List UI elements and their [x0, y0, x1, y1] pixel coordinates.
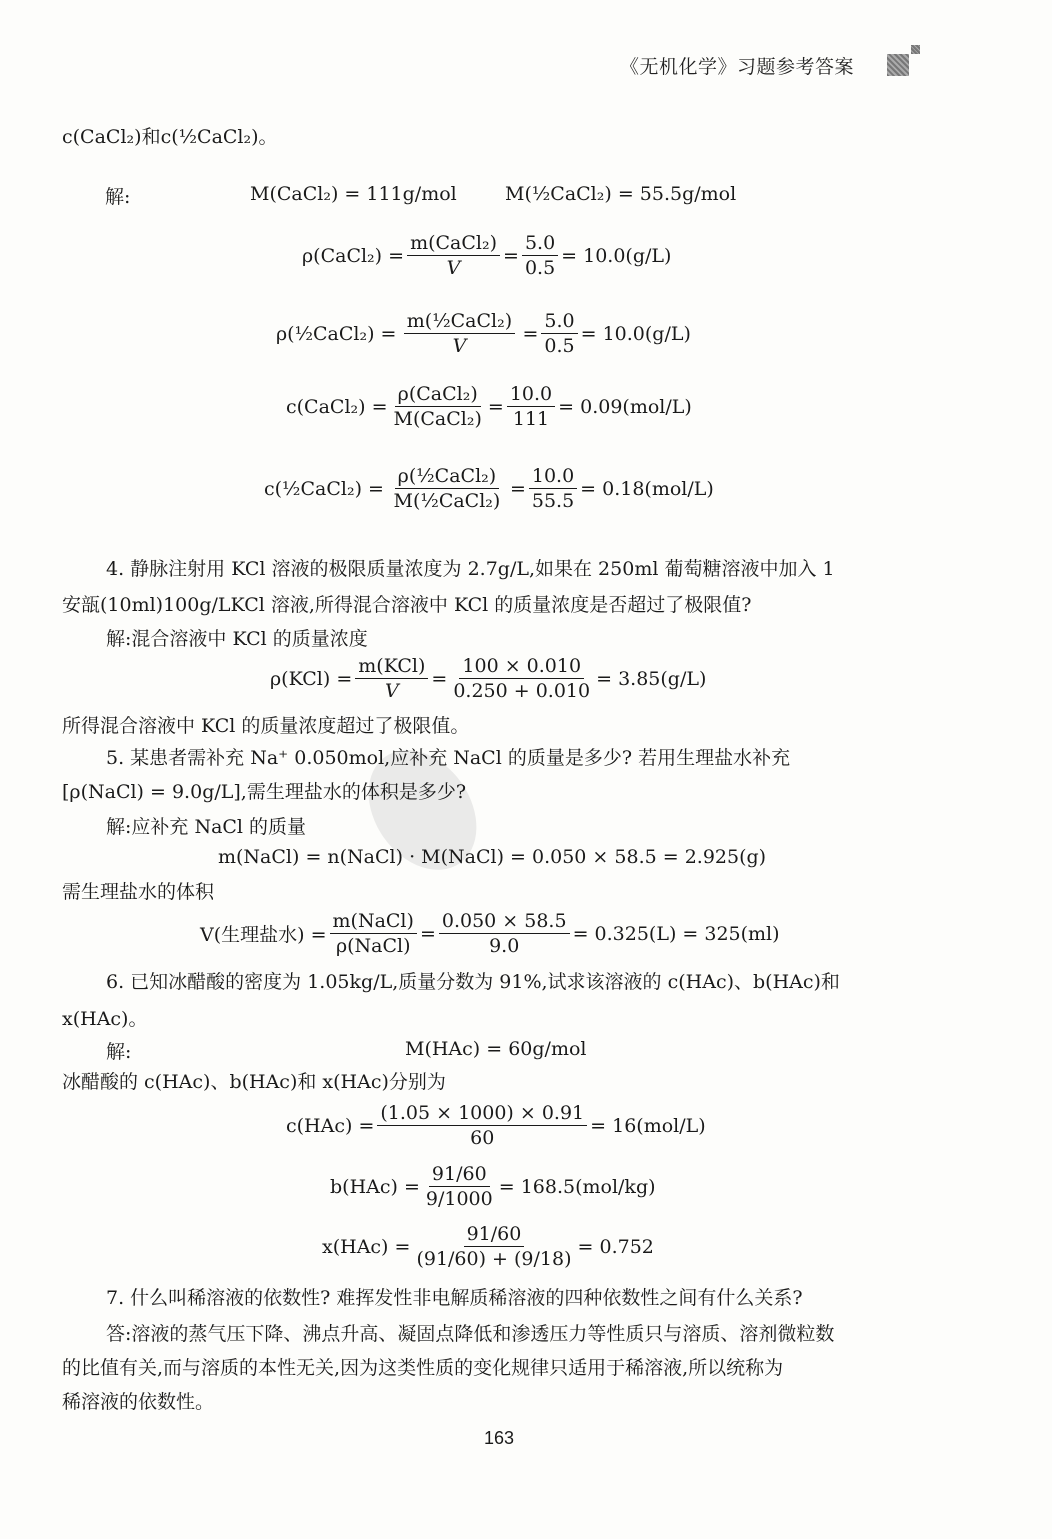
q3-solution-label: 解: — [105, 186, 131, 208]
eq-lhs: b(HAc) = — [330, 1175, 420, 1198]
q6-molar-mass: M(HAc) = 60g/mol — [405, 1038, 587, 1060]
fraction: $\frac{0.050 \times 58.5}{9.0}$ — [439, 910, 570, 957]
fraction: $\frac{5.0}{0.5}$ — [522, 232, 558, 279]
q6-equation-x — [322, 1223, 654, 1270]
q5-text-2: 需生理盐水的体积 — [62, 881, 215, 903]
fraction: $\frac{10.0}{55.5}$ — [529, 465, 577, 512]
q7-answer-line-1: 答:溶液的蒸气压下降、沸点升高、凝固点降低和渗透压力等性质只与溶质、溶剂微粒数 — [106, 1323, 835, 1345]
q6-question-line-2: x(HAc)。 — [62, 1008, 148, 1030]
q6-equation-c — [286, 1102, 706, 1149]
q5-equation-1: m(NaCl) = n(NaCl) · M(NaCl) = 0.050 × 58.5 = 2.925(g) — [218, 846, 767, 868]
q5-equation-2: V(生理盐水) = $\frac{\text{m(NaCl)}}{\text{ρ(NaCl)}}$ = $\frac{0.050 \times 58.5}{9.0}$ = 0.325(L) = 325(ml) — [200, 910, 780, 957]
fraction: $\frac{\text{m(KCl)}}{V}$ — [355, 655, 428, 702]
running-header: 《无机化学》习题参考答案 — [620, 56, 855, 78]
eq-result: = 0.18(mol/L) — [580, 477, 714, 500]
q3-equation-4: c(½CaCl₂) = $\frac{\text{ρ(½CaCl₂)}}{\text{M(½CaCl₂)}}$ = $\frac{10.0}{55.5}$ = 0.18(mol/L) — [264, 465, 714, 512]
q4-question-line-2: 安瓿(10ml)100g/LKCl 溶液,所得混合溶液中 KCl 的质量浓度是否超过了极限值? — [62, 594, 752, 616]
eq-result: = 10.0(g/L) — [580, 322, 691, 345]
q7-answer-line-3: 稀溶液的依数性。 — [62, 1391, 215, 1413]
q5-solution: 解:应补充 NaCl 的质量 — [106, 816, 307, 838]
q4-solution: 解:混合溶液中 KCl 的质量浓度 — [106, 628, 368, 650]
q4-equation: ρ(KCl) = $\frac{\text{m(KCl)}}{V}$ = $\frac{100 \times 0.010}{0.250 + 0.010}$ = 3.85(g/L) — [270, 655, 707, 702]
q3-molar-mass-1: M(CaCl₂) = 111g/mol — [250, 183, 457, 205]
q6-text-2: 冰醋酸的 c(HAc)、b(HAc)和 x(HAc)分别为 — [62, 1071, 446, 1093]
eq-result: = 3.85(g/L) — [596, 667, 707, 690]
eq-result: = 16(mol/L) — [590, 1114, 706, 1137]
eq-result: = 10.0(g/L) — [561, 244, 672, 267]
q7-answer-line-2: 的比值有关,而与溶质的本性无关,因为这类性质的变化规律只适用于稀溶液,所以统称为 — [62, 1357, 784, 1379]
fraction: $\frac{\text{m(½CaCl₂)}}{V}$ — [399, 310, 519, 357]
corner-square-small-icon — [911, 45, 920, 54]
eq-lhs: c(HAc) = — [286, 1114, 375, 1137]
eq-result: = 0.752 — [577, 1235, 654, 1258]
eq-lhs: ρ(CaCl₂) = — [302, 244, 405, 267]
eq-lhs: x(HAc) = — [322, 1235, 411, 1258]
eq-lhs: V(生理盐水) = — [200, 924, 327, 946]
q6-solution-label: 解: — [106, 1041, 132, 1063]
eq-lhs: c(CaCl₂) = — [286, 395, 388, 418]
q7-question: 7. 什么叫稀溶液的依数性? 难挥发性非电解质稀溶液的四种依数性之间有什么关系? — [106, 1287, 803, 1309]
fraction: $\frac{91/60}{9/1000}$ — [425, 1163, 493, 1210]
q3-equation-2: ρ(½CaCl₂) = $\frac{\text{m(½CaCl₂)}}{V}$ = $\frac{5.0}{0.5}$ = 10.0(g/L) — [276, 310, 691, 357]
eq-lhs: ρ(½CaCl₂) = — [276, 322, 397, 345]
q4-conclusion: 所得混合溶液中 KCl 的质量浓度超过了极限值。 — [62, 715, 470, 737]
eq-result: = 0.09(mol/L) — [558, 395, 692, 418]
q6-question-line-1: 6. 已知冰醋酸的密度为 1.05kg/L,质量分数为 91%,试求该溶液的 c(HAc)、b(HAc)和 — [106, 971, 840, 993]
fraction: $\frac{\text{ρ(½CaCl₂)}}{\text{M(½CaCl₂)}}$ — [393, 465, 501, 512]
q3-tail: c(CaCl₂)和c(½CaCl₂)。 — [62, 126, 278, 148]
eq-lhs: ρ(KCl) = — [270, 667, 353, 690]
fraction: $\frac{(1.05 \times 1000) \times 0.91}{60}$ — [377, 1102, 587, 1149]
fraction: $\frac{10.0}{111}$ — [507, 383, 555, 430]
eq-result: = 168.5(mol/kg) — [498, 1175, 656, 1198]
fraction: $\frac{\text{m(CaCl₂)}}{V}$ — [407, 232, 500, 279]
fraction: $\frac{5.0}{0.5}$ — [541, 310, 577, 357]
q3-equation-1: ρ(CaCl₂) = $\frac{\text{m(CaCl₂)}}{V}$ = $\frac{5.0}{0.5}$ = 10.0(g/L) — [302, 232, 672, 279]
q3-equation-3: c(CaCl₂) = $\frac{\text{ρ(CaCl₂)}}{\text{M(CaCl₂)}}$ = $\frac{10.0}{111}$ = 0.09(mol/L) — [286, 383, 692, 430]
eq-lhs: c(½CaCl₂) = — [264, 477, 384, 500]
q4-question-line-1: 4. 静脉注射用 KCl 溶液的极限质量浓度为 2.7g/L,如果在 250ml 葡萄糖溶液中加入 1 — [106, 558, 835, 580]
page-number: 163 — [484, 1428, 515, 1448]
q5-question-line-1: 5. 某患者需补充 Na⁺ 0.050mol,应补充 NaCl 的质量是多少? 若用生理盐水补充 — [106, 747, 791, 769]
q3-molar-mass-2: M(½CaCl₂) = 55.5g/mol — [505, 183, 737, 205]
fraction: $\frac{\text{m(NaCl)}}{\text{ρ(NaCl)}}$ — [330, 910, 417, 957]
fraction: $\frac{\text{ρ(CaCl₂)}}{\text{M(CaCl₂)}}$ — [393, 383, 482, 430]
fraction: $\frac{91/60}{(91/60) + (9/18)}$ — [416, 1223, 572, 1270]
corner-square-icon — [887, 54, 909, 76]
q5-question-line-2: [ρ(NaCl) = 9.0g/L],需生理盐水的体积是多少? — [62, 781, 467, 803]
eq-result: = 0.325(L) = 325(ml) — [572, 922, 780, 945]
fraction: $\frac{100 \times 0.010}{0.250 + 0.010}$ — [453, 655, 591, 702]
q6-equation-b — [330, 1163, 656, 1210]
